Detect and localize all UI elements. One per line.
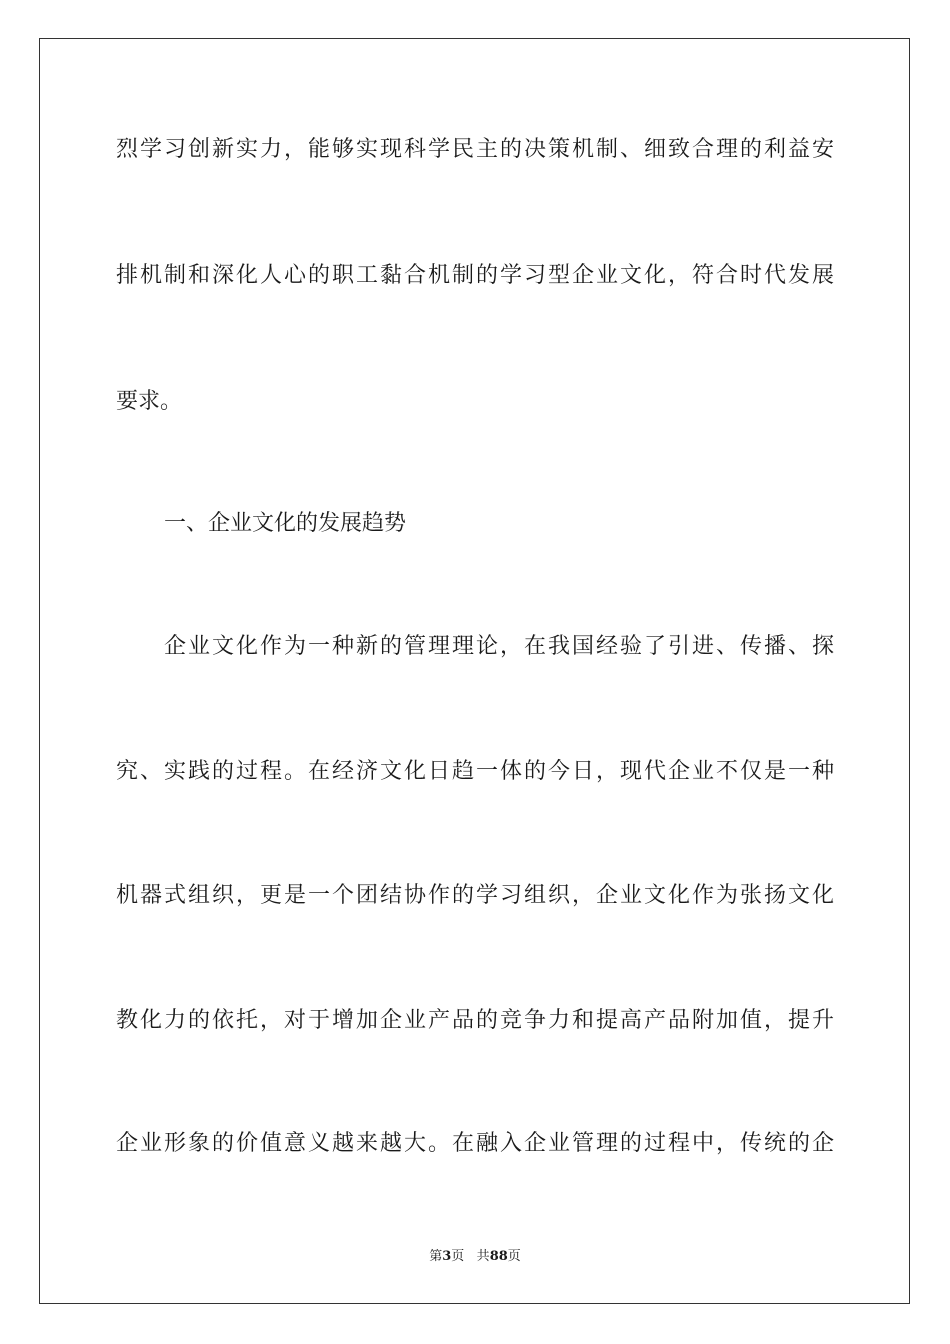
page-border — [39, 38, 910, 1304]
body-line-5: 企业文化作为一种新的管理理论，在我国经验了引进、传播、探 — [164, 634, 834, 659]
body-line-3: 要求。 — [116, 389, 183, 414]
footer-total-suffix: 页 — [507, 1249, 521, 1264]
footer-total-prefix: 共 — [476, 1249, 490, 1264]
section-heading: 一、企业文化的发展趋势 — [164, 511, 407, 536]
footer-page-prefix: 第 — [429, 1249, 443, 1264]
footer-total-pages: 88 — [489, 1249, 508, 1264]
body-line-7: 机器式组织，更是一个团结协作的学习组织，企业文化作为张扬文化 — [116, 883, 834, 908]
body-line-2: 排机制和深化人心的职工黏合机制的学习型企业文化，符合时代发展 — [116, 263, 834, 288]
body-line-6: 究、实践的过程。在经济文化日趋一体的今日，现代企业不仅是一种 — [116, 759, 834, 784]
body-line-9: 企业形象的价值意义越来越大。在融入企业管理的过程中，传统的企 — [116, 1131, 834, 1156]
footer-page-suffix: 页 — [451, 1249, 465, 1264]
footer-page-number: 3 — [442, 1249, 452, 1264]
page-footer — [0, 1248, 950, 1266]
body-line-1: 烈学习创新实力，能够实现科学民主的决策机制、细致合理的利益安 — [116, 137, 834, 162]
body-line-8: 教化力的依托，对于增加企业产品的竞争力和提高产品附加值，提升 — [116, 1008, 834, 1033]
